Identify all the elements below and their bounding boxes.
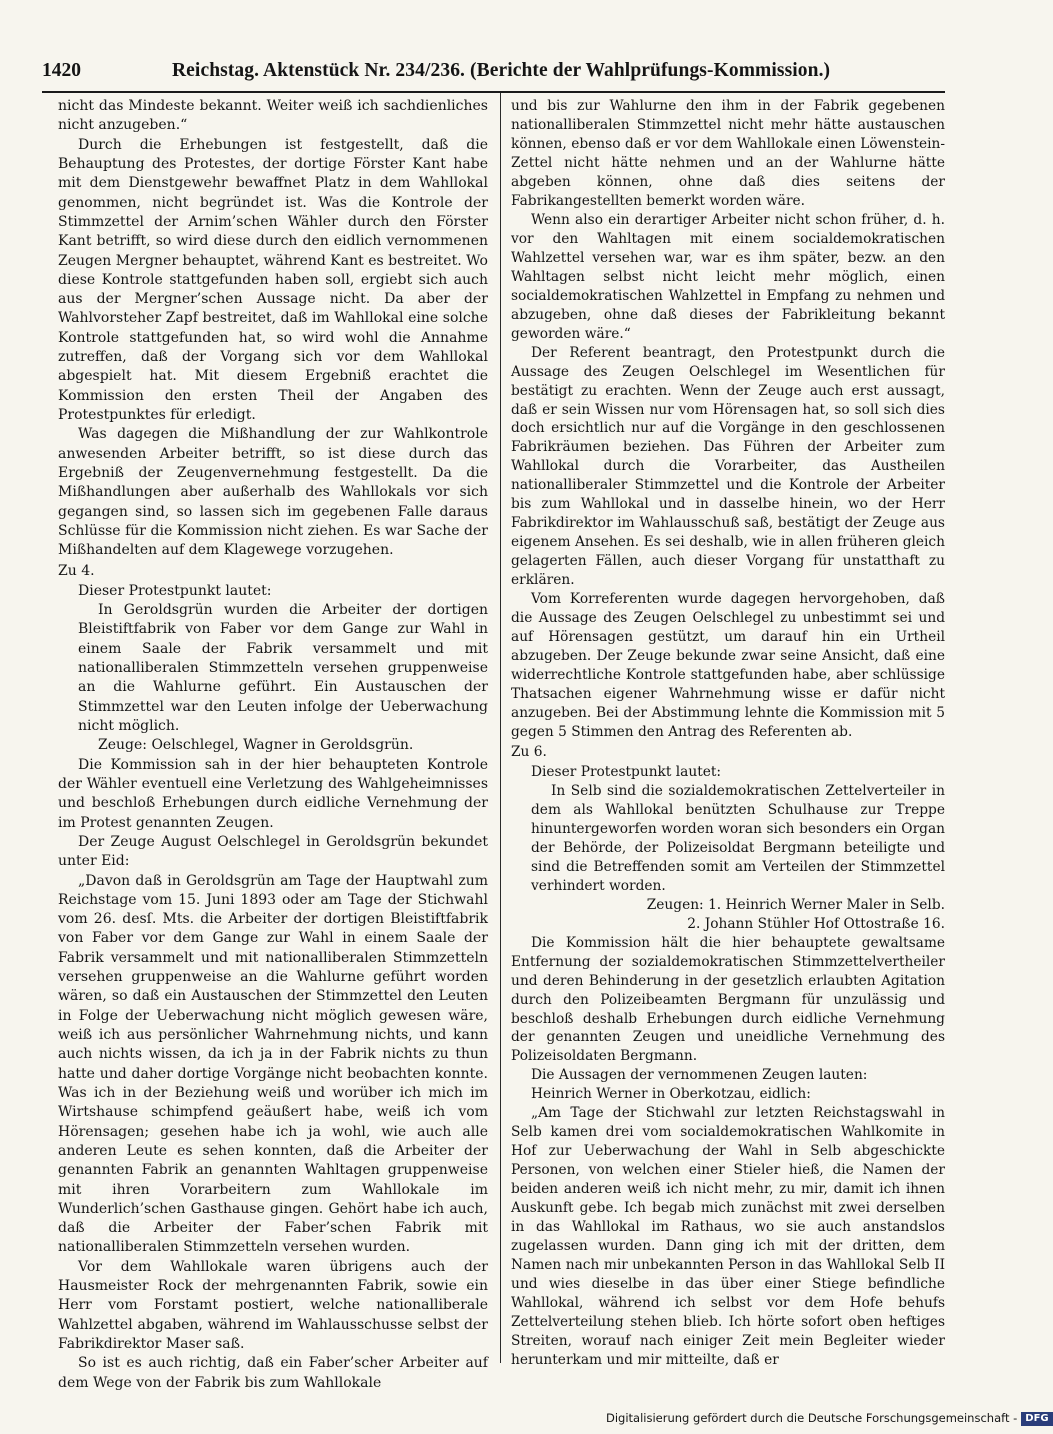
quoted-paragraph: In Geroldsgrün wurden die Arbeiter der dortigen Bleistiftfabrik von Faber vor dem Gange zur Wahl in einem Saale der Fabrik versammelt und mit nationalliberalen Stimmzetteln versehen gruppenweise an die Wahlurne geführt. Ein Austauschen der Stimmzettel war den Leuten infolge der Ueberwachung nicht möglich. [78,602,488,734]
witness-line: Zeuge: Oelschlegel, Wagner in Geroldsgrün. [98,737,414,754]
paragraph: Was dagegen die Mißhandlung der zur Wahlkontrole anwesenden Arbeiter betrifft, so ist diese durch das Ergebniß der Zeugenvernehmung festgestellt. Da die Mißhandlungen aber außerhalb des Wahllokals vor sich gegangen sind, so lassen sich im gegebenen Falle daraus Schlüsse für die Kommission nicht ziehen. Es war Sache der Mißhandelten auf dem Klagewege vorzugehen. [58,426,488,559]
paragraph: So ist es auch richtig, daß ein Faber’scher Arbeiter auf dem Wege von der Fabrik bis zum Wahllokale [58,1355,488,1391]
paragraph: Der Zeuge August Oelschlegel in Geroldsgrün bekundet unter Eid: [58,833,488,870]
paragraph: Durch die Erhebungen ist festgestellt, daß die Behauptung des Protestes, der dortige Förster Kant habe mit dem Dienstgewehr bewaffnet Platz in dem Wahllokal genommen, nicht begründet ist. Was die Kontrole der Stimmzettel der Arnim’schen Wähler durch den Förster Kant betrifft, so wird diese durch den eidlich vernommenen Zeugen Mergner behauptet, während Kant es bestreitet. Wo diese Kontrole stattgefunden haben soll, ergiebt sich auch aus der Mergner’schen Aussage nicht. Da aber der Wahlvorsteher Zapf bestreitet, daß im Wahllokal eine solche Kontrole stattgefunden hat, so wird wohl die Annahme zutreffen, daß der Vorgang sich vor dem Wahllokal abgespielt hat. Mit diesem Ergebniß erachtet die Kommission den ersten Theil der Angaben des Protestpunktes für erledigt. [58,136,488,423]
paragraph: und bis zur Wahlurne den ihm in der Fabrik gegebenen nationalliberalen Stimmzettel nicht mehr hätte austauschen können, ebenso daß er vor dem Wahllokale einen Löwenstein-Zettel nicht hätte nehmen und an der Wahlurne hätte abgeben können, ohne daß dies seitens der Fabrikangestellten bemerkt worden wäre. [511,98,945,209]
witness-line: Zeugen: 1. Heinrich Werner Maler in Selb. [646,896,945,913]
paragraph: Dieser Protestpunkt lautet: [78,582,272,599]
quoted-paragraph: „Am Tage der Stichwahl zur letzten Reichstagswahl in Selb kamen drei vom socialdemokratischen Wahlkomite in Hof zur Ueberwachung der Wahl in Selb abgeschickte Personen, von welchen einer Stieler hieß, die Namen der beiden anderen weiß ich nicht mehr, zu mir, damit ich ihnen Auskunft gebe. Ich begab mich zunächst mit zwei derselben in das Wahllokal im Rathaus, wo sie auch anstandslos zugelassen wurden. Dann ging ich mit der dritten, dem Namen nach mir unbekannten Person in das Wahllokal Selb II und wies dieselbe in das über einer Stiege befindliche Wahllokal, während ich selbst vor dem Hofe behufs Zettelverteilung stehen blieb. Ich hörte sofort oben heftiges Streiten, worauf nach einiger Zeit mein Begleiter wieder herunterkam und mir mitteilte, daß er [511,1105,945,1368]
paragraph: Vom Korreferenten wurde dagegen hervorgehoben, daß die Aussage des Zeugen Oelschlegel zu unbestimmt sei und auf Hörensagen gestützt, um darauf hin ein Urtheil abzugeben. Der Zeuge bekunde zwar seine Ansicht, daß eine widerrechtliche Kontrole stattgefunden habe, aber schlüssige Thatsachen eigener Wahrnehmung wisse er dafür nicht anzugeben. Bei der Abstimmung lehnte die Kommission mit 5 gegen 5 Stimmen den Antrag des Referenten ab. [511,591,945,740]
right-column [511,97,945,1370]
header-rule [42,91,945,93]
witness-line: 2. Johann Stühler Hof Ottostraße 16. [687,915,945,932]
paragraph: Die Kommission hält die hier behauptete gewaltsame Entfernung der sozialdemokratischen Stimmzettelvertheiler und deren Behinderung in der gesetzlich erlaubten Agitation durch den Polizeibeamten Bergmann für unzulässig und beschloß deshalb Erhebungen durch eidliche Vernehmung der genannten Zeugen und uneidliche Vernehmung des Polizeisoldaten Bergmann. [511,934,945,1065]
paragraph: Dieser Protestpunkt lautet: [531,763,722,780]
running-title: Reichstag. Aktenstück Nr. 234/236. (Berichte der Wahlprüfungs-Kommission.) [172,60,831,81]
page-number: 1420 [42,60,81,81]
paragraph: Der Referent beantragt, den Protestpunkt durch die Aussage des Zeugen Oelschlegel im Wesentlichen für bestätigt zu erachten. Wenn der Zeuge auch erst aussagt, daß er sein Wissen nur vom Hörensagen hat, so soll sich dies doch ersichtlich nur auf die Vorgänge in den geschlossenen Fabrikräumen beziehen. Das Führen der Arbeiter zum Wahllokal durch die Vorarbeiter, das Austheilen nationalliberaler Stimmzettel und die Kontrole der Arbeiter bis zum Wahllokal und in dasselbe hinein, wo der Herr Fabrikdirektor im Wahlausschuß saß, bestätigt der Zeuge aus eigenem Ansehen. Es sei deshalb, wie in allen früheren gleich gelagerten Fällen, auch dieser Vorgang für unstatthaft zu erklären. [511,344,945,589]
paragraph: Vor dem Wahllokale waren übrigens auch der Hausmeister Rock der mehrgenannten Fabrik, sowie ein Herr vom Forstamt postiert, welche nationalliberale Wahlzettel abgaben, während im Wahlausschusse selbst der Fabrikdirektor Maser saß. [58,1258,488,1352]
section-heading: Zu 6. [511,743,547,760]
paragraph: Wenn also ein derartiger Arbeiter nicht schon früher, d. h. vor den Wahltagen mit einem socialdemokratischen Wahlzettel versehen war, war es ihm später, bezw. an den Wahltagen selbst nicht leicht mehr möglich, einen socialdemokratischen Wahlzettel in Empfang zu nehmen und abzugeben, ohne daß dieses der Fabrikleitung bekannt geworden wäre.“ [511,211,945,342]
credit-text: Digitalisierung gefördert durch die Deutsche Forschungsgemeinschaft - [606,1411,1018,1425]
section-heading: Zu 4. [58,562,95,579]
digitization-credit [606,1409,1049,1427]
column-divider [500,93,501,1363]
quoted-paragraph: In Selb sind die sozialdemokratischen Zettelverteiler in dem als Wahllokal benützten Schulhause zur Treppe hinuntergeworfen worden woran sich besonders ein Organ der Behörde, der Polizeisoldat Bergmann beteiligte und sind die Betreffenden somit am Verteilen der Stimmzettel verhindert worden. [531,782,945,894]
witness-heading: Heinrich Werner in Oberkotzau, eidlich: [531,1086,811,1103]
left-column [58,97,488,1393]
quoted-paragraph: „Davon daß in Geroldsgrün am Tage der Hauptwahl zum Reichstage vom 15. Juni 1893 oder am Tage der Stichwahl vom 26. desſ. Mts. die Arbeiter der dortigen Bleistiftfabrik von Faber vor dem Gange zur Wahl in einem Saale der Fabrik versammelt und mit nationalliberalen Stimmzetteln versehen gruppenweise an die Wahlurne geführt worden wären, so daß ein Austauschen der Stimmzettel den Leuten in Folge der Ueberwachung nicht möglich gewesen wäre, weiß ich aus persönlicher Wahrnehmung nichts, und kann auch nichts wissen, da ich ja in der Fabrik nichts zu thun hatte und daher dortige Vorgänge nicht beobachten konnte. Was ich in der Beziehung weiß und worüber ich mich im Wirtshause schimpfend geäußert habe, weiß ich vom Hörensagen; gesehen habe ich ja wohl, wie auch alle anderen Leute es sehen konnten, daß die Arbeiter der genannten Fabrik an genannten Wahltagen gruppenweise mit ihren Vorarbeitern zum Wahllokale im Wunderlich’schen Gasthause gingen. Gehört habe ich auch, daß die Arbeiter der Faber’schen Fabrik mit nationalliberalen Stimmzetteln versehen wurden. [58,872,488,1256]
dfg-logo: DFG [1021,1412,1052,1426]
paragraph: nicht das Mindeste bekannt. Weiter weiß ich sachdienliches nicht anzugeben.“ [58,98,488,134]
page-header [42,56,945,86]
paragraph: Die Kommission sah in der hier behaupteten Kontrole der Wähler eventuell eine Verletzung des Wahlgeheimnisses und beschloß Erhebungen durch eidliche Vernehmung der im Protest genannten Zeugen. [58,756,488,831]
paragraph: Die Aussagen der vernommenen Zeugen lauten: [531,1067,868,1084]
